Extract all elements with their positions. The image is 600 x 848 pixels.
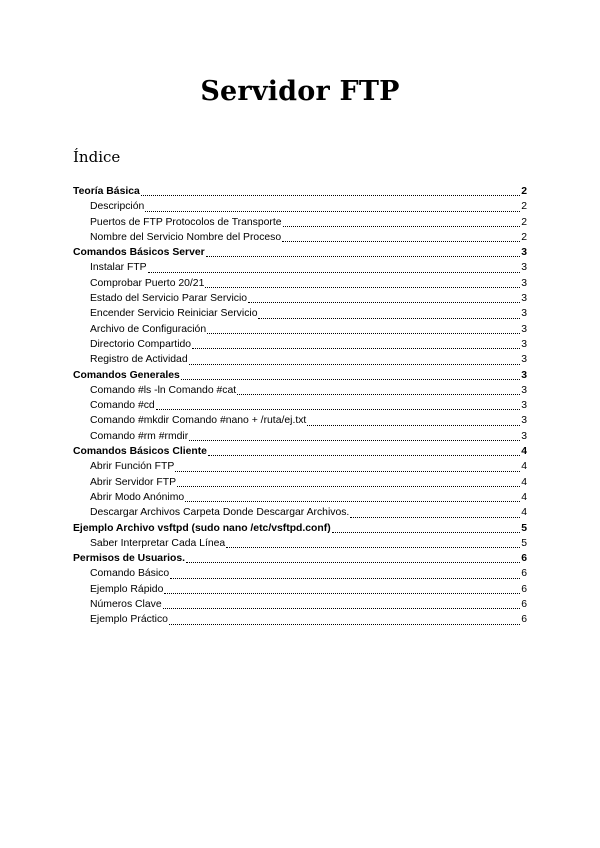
toc-section-entry[interactable] bbox=[73, 368, 527, 383]
toc-subsection-entry[interactable] bbox=[73, 490, 527, 505]
toc-page-number: 2 bbox=[521, 186, 527, 197]
toc-subsection-entry[interactable] bbox=[73, 352, 527, 367]
toc-entry-label: Registro de Actividad bbox=[90, 354, 188, 366]
toc-dot-leader bbox=[208, 455, 520, 456]
toc-page-number: 6 bbox=[521, 553, 527, 565]
document-title: Servidor FTP bbox=[200, 76, 400, 107]
toc-subsection-entry[interactable] bbox=[73, 199, 527, 214]
toc-heading: Índice bbox=[73, 148, 121, 166]
toc-page-number: 4 bbox=[521, 476, 527, 488]
toc-dot-leader bbox=[148, 272, 521, 273]
toc-page-number: 5 bbox=[521, 537, 527, 549]
toc-subsection-entry[interactable] bbox=[73, 337, 527, 352]
toc-dot-leader bbox=[206, 256, 521, 257]
toc-subsection-entry[interactable] bbox=[73, 612, 527, 627]
toc-page-number: 5 bbox=[521, 522, 527, 534]
toc-entry-label: Estado del Servicio Parar Servicio bbox=[90, 293, 248, 305]
toc-page-number: 4 bbox=[521, 507, 527, 519]
toc-entry-label: Encender Servicio Reiniciar Servicio bbox=[90, 308, 258, 320]
toc-dot-leader bbox=[169, 624, 520, 625]
toc-dot-leader bbox=[177, 486, 520, 487]
toc-entry-label: Nombre del Servicio Nombre del Proceso bbox=[90, 231, 282, 243]
toc-entry-label: Abrir Modo Anónimo bbox=[90, 491, 185, 503]
toc-section-entry[interactable] bbox=[73, 551, 527, 566]
toc-entry-label: Ejemplo Práctico bbox=[90, 614, 168, 626]
toc-section-entry[interactable] bbox=[73, 444, 527, 459]
toc-subsection-entry[interactable] bbox=[73, 505, 527, 520]
toc-dot-leader bbox=[258, 318, 520, 319]
toc-entry-label: Descripción bbox=[90, 201, 145, 213]
toc-entry-label: Comando #cd bbox=[90, 400, 155, 412]
toc-subsection-entry[interactable] bbox=[73, 459, 527, 474]
toc-subsection-entry[interactable] bbox=[73, 597, 527, 612]
toc-subsection-entry[interactable] bbox=[73, 383, 527, 398]
toc-subsection-entry[interactable] bbox=[73, 475, 527, 490]
toc-section-entry[interactable] bbox=[73, 521, 527, 536]
toc-entry-label: Comando #mkdir Comando #nano + /ruta/ej.txt bbox=[90, 415, 307, 427]
toc-dot-leader bbox=[207, 333, 520, 334]
toc-page-number: 3 bbox=[521, 430, 527, 442]
toc-page-number: 6 bbox=[521, 568, 527, 580]
toc-subsection-entry[interactable] bbox=[73, 322, 527, 337]
toc-section-entry[interactable] bbox=[73, 245, 527, 260]
toc-page-number: 3 bbox=[521, 369, 527, 381]
toc-subsection-entry[interactable] bbox=[73, 429, 527, 444]
toc-section-entry[interactable] bbox=[73, 184, 527, 199]
toc-entry-label: Instalar FTP bbox=[90, 262, 147, 274]
toc-entry-label: Puertos de FTP Protocolos de Transporte bbox=[90, 216, 282, 228]
toc-entry-label: Permisos de Usuarios. bbox=[73, 553, 186, 565]
toc-dot-leader bbox=[248, 302, 520, 303]
toc-page-number: 3 bbox=[521, 354, 527, 366]
toc-page-number: 4 bbox=[521, 491, 527, 503]
toc-dot-leader bbox=[185, 501, 520, 502]
toc-dot-leader bbox=[181, 379, 520, 380]
toc-subsection-entry[interactable] bbox=[73, 566, 527, 581]
toc-entry-label: Descargar Archivos Carpeta Donde Descargar Archivos. bbox=[90, 507, 350, 519]
toc-entry-label: Abrir Función FTP bbox=[90, 461, 175, 473]
toc-entry-label: Saber Interpretar Cada Línea bbox=[90, 537, 226, 549]
toc-page-number: 6 bbox=[521, 614, 527, 626]
toc-dot-leader bbox=[226, 547, 520, 548]
toc-page-number: 3 bbox=[521, 415, 527, 427]
toc-subsection-entry[interactable] bbox=[73, 291, 527, 306]
toc-page-number: 3 bbox=[521, 262, 527, 274]
toc-entry-label: Comando #rm #rmdir bbox=[90, 430, 189, 442]
toc-dot-leader bbox=[164, 593, 520, 594]
toc-page-number: 3 bbox=[521, 247, 527, 259]
toc-dot-leader bbox=[141, 195, 520, 196]
toc-subsection-entry[interactable] bbox=[73, 230, 527, 245]
toc-subsection-entry[interactable] bbox=[73, 582, 527, 597]
toc-entry-label: Comprobar Puerto 20/21 bbox=[90, 277, 205, 289]
table-of-contents bbox=[73, 184, 527, 628]
toc-entry-label: Ejemplo Archivo vsftpd (sudo nano /etc/vsftpd.conf) bbox=[73, 522, 331, 534]
toc-subsection-entry[interactable] bbox=[73, 398, 527, 413]
toc-page-number: 4 bbox=[521, 446, 527, 458]
toc-entry-label: Ejemplo Rápido bbox=[90, 583, 164, 595]
toc-dot-leader bbox=[237, 394, 520, 395]
toc-entry-label: Archivo de Configuración bbox=[90, 323, 207, 335]
toc-page-number: 2 bbox=[521, 201, 527, 213]
toc-dot-leader bbox=[332, 532, 521, 533]
toc-entry-label: Números Clave bbox=[90, 599, 162, 611]
toc-dot-leader bbox=[163, 608, 521, 609]
toc-dot-leader bbox=[189, 364, 521, 365]
toc-page-number: 2 bbox=[521, 216, 527, 228]
toc-page-number: 3 bbox=[521, 323, 527, 335]
toc-subsection-entry[interactable] bbox=[73, 413, 527, 428]
toc-page-number: 4 bbox=[521, 461, 527, 473]
toc-subsection-entry[interactable] bbox=[73, 306, 527, 321]
toc-dot-leader bbox=[307, 425, 520, 426]
toc-entry-label: Comando Básico bbox=[90, 568, 170, 580]
toc-page-number: 3 bbox=[521, 384, 527, 396]
toc-page-number: 3 bbox=[521, 277, 527, 289]
toc-entry-label: Comando #ls -ln Comando #cat bbox=[90, 384, 237, 396]
toc-subsection-entry[interactable] bbox=[73, 215, 527, 230]
toc-subsection-entry[interactable] bbox=[73, 260, 527, 275]
toc-dot-leader bbox=[350, 517, 520, 518]
toc-page-number: 3 bbox=[521, 308, 527, 320]
toc-dot-leader bbox=[189, 440, 520, 441]
toc-page-number: 3 bbox=[521, 338, 527, 350]
toc-entry-label: Teoría Básica bbox=[73, 186, 140, 197]
toc-entry-label: Directorio Compartido bbox=[90, 338, 192, 350]
toc-page-number: 6 bbox=[521, 583, 527, 595]
toc-dot-leader bbox=[192, 348, 520, 349]
toc-entry-label: Comandos Básicos Server bbox=[73, 247, 205, 259]
toc-entry-label: Comandos Generales bbox=[73, 369, 180, 381]
toc-dot-leader bbox=[145, 211, 520, 212]
toc-page-number: 2 bbox=[521, 231, 527, 243]
toc-entry-label: Comandos Básicos Cliente bbox=[73, 446, 207, 458]
toc-dot-leader bbox=[170, 578, 520, 579]
toc-dot-leader bbox=[205, 287, 520, 288]
toc-dot-leader bbox=[283, 226, 521, 227]
toc-dot-leader bbox=[282, 241, 520, 242]
toc-dot-leader bbox=[175, 471, 520, 472]
toc-page-number: 6 bbox=[521, 599, 527, 611]
toc-page-number: 3 bbox=[521, 400, 527, 412]
toc-dot-leader bbox=[186, 562, 520, 563]
toc-page-number: 3 bbox=[521, 293, 527, 305]
toc-dot-leader bbox=[156, 409, 521, 410]
toc-subsection-entry[interactable] bbox=[73, 536, 527, 551]
toc-entry-label: Abrir Servidor FTP bbox=[90, 476, 177, 488]
toc-subsection-entry[interactable] bbox=[73, 276, 527, 291]
